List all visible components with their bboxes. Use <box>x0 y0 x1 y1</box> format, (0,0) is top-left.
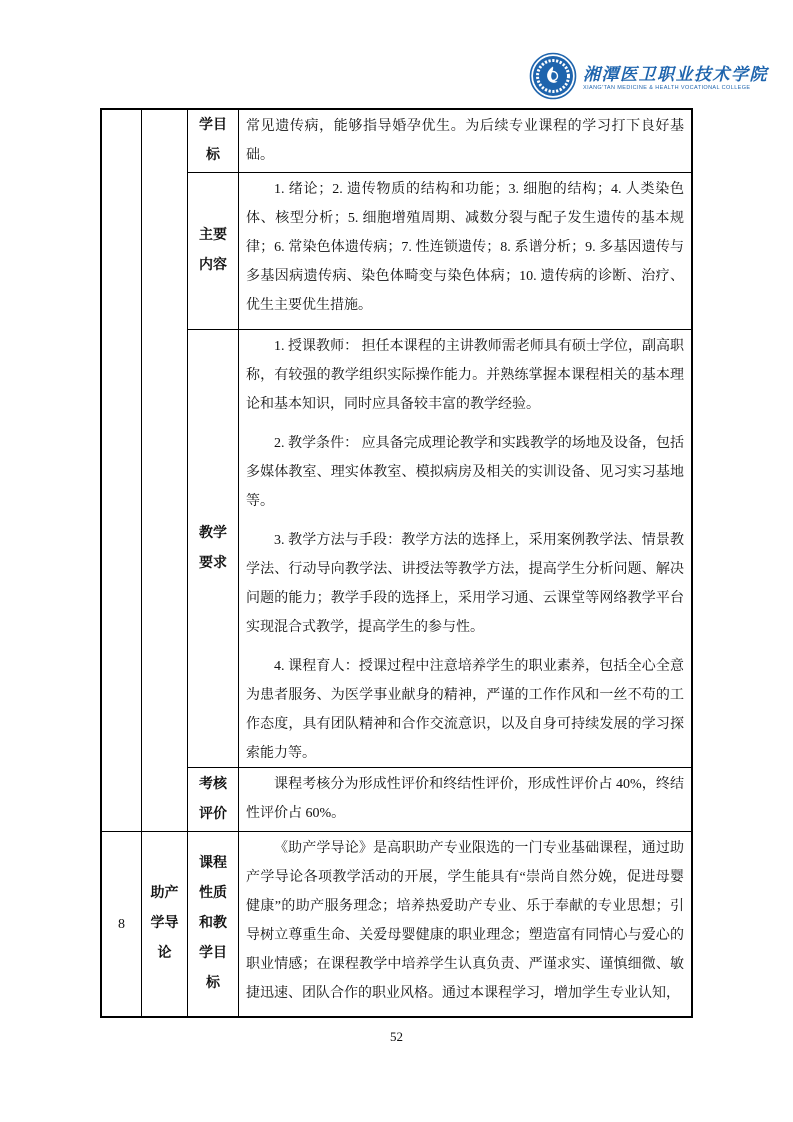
syllabus-table <box>100 108 693 1018</box>
course-name-cell-empty <box>142 110 188 831</box>
teaching-goal-content: 常见遗传病，能够指导婚孕优生。为后续专业课程的学习打下良好基础。 <box>246 119 684 163</box>
page-number: 52 <box>390 1029 403 1044</box>
college-seal-icon <box>529 52 577 105</box>
course-row-8 <box>102 832 691 1016</box>
row-header-teaching-goal: 学目标 <box>188 110 239 172</box>
row-header-assessment: 考核评价 <box>188 768 239 831</box>
requirement-conditions: 2. 教学条件： 应具备完成理论教学和实践教学的场地及设备，包括多媒体教室、理实体教室、模拟病房及相关的实训设备、见习实习基地等。 <box>246 436 684 509</box>
row-header-course-nature: 课程性质和教学目标 <box>188 832 239 1016</box>
main-content-text: 1. 绪论；2. 遗传物质的结构和功能；3. 细胞的结构；4. 人类染色体、核型分析；5. 细胞增殖周期、减数分裂与配子发生遗传的基本规律；6. 常染色体遗传病；7. 性连锁遗传；8. 系谱分析；9. 多基因遗传与多基因病遗传病、染色体畸变与染色体病；10. 遗传病的诊断、治疗、优生主要优生措施。 <box>246 182 684 313</box>
requirement-teachers: 1. 授课教师： 担任本课程的主讲教师需老师具有硕士学位，副高职称，有较强的教学组织实际操作能力。并熟练掌握本课程相关的基本理论和基本知识，同时应具备较丰富的教学经验。 <box>246 339 684 412</box>
assessment-text: 课程考核分为形成性评价和终结性评价，形成性评价占 40%，终结性评价占 60%。 <box>246 777 684 821</box>
requirement-methods: 3. 教学方法与手段：教学方法的选择上，采用案例教学法、情景教学法、行动导向教学法、讲授法等教学方法，提高学生分析问题、解决问题的能力；教学手段的选择上，采用学习通、云课堂等网络教学平台实现混合式教学，提高学生的参与性。 <box>246 533 684 635</box>
table-row <box>188 110 691 173</box>
continued-course-rows <box>102 110 691 832</box>
table-row <box>188 330 691 768</box>
college-name-english: XIANG'TAN MEDICINE & HEALTH VOCATIONAL COLLEGE <box>583 84 751 91</box>
row-header-teaching-requirements: 教学要求 <box>188 330 239 767</box>
row-header-main-content: 主要内容 <box>188 173 239 329</box>
requirement-education: 4. 课程育人：授课过程中注意培养学生的职业素养，包括全心全意为患者服务、为医学事业献身的精神，严谨的工作作风和一丝不苟的工作态度，具有团队精神和合作交流意识，以及自身可持续发展的学习探索能力等。 <box>246 659 684 761</box>
table-row <box>188 768 691 831</box>
teaching-requirements-text <box>239 330 691 767</box>
course-number-cell-empty <box>102 110 142 831</box>
header-logo <box>529 52 768 105</box>
course-name: 助产学导论 <box>142 832 188 1016</box>
course-nature-text: 《助产学导论》是高职助产专业限选的一门专业基础课程，通过助产学导论各项教学活动的开展，学生能具有“崇尚自然分娩，促进母婴健康”的助产服务理念；培养热爱助产专业、乐于奉献的专业思想；引导树立尊重生命、关爱母婴健康的职业理念；塑造富有同情心与爱心的职业情感；在课程教学中培养学生认真负责、严谨求实、谨慎细微、敏捷迅速、团队合作的职业风格。通过本课程学习，增加学生专业认知， <box>246 841 684 1001</box>
college-name-chinese: 湘潭医卫职业技术学院 <box>583 65 768 85</box>
course-number: 8 <box>102 832 142 1016</box>
table-row <box>188 173 691 330</box>
